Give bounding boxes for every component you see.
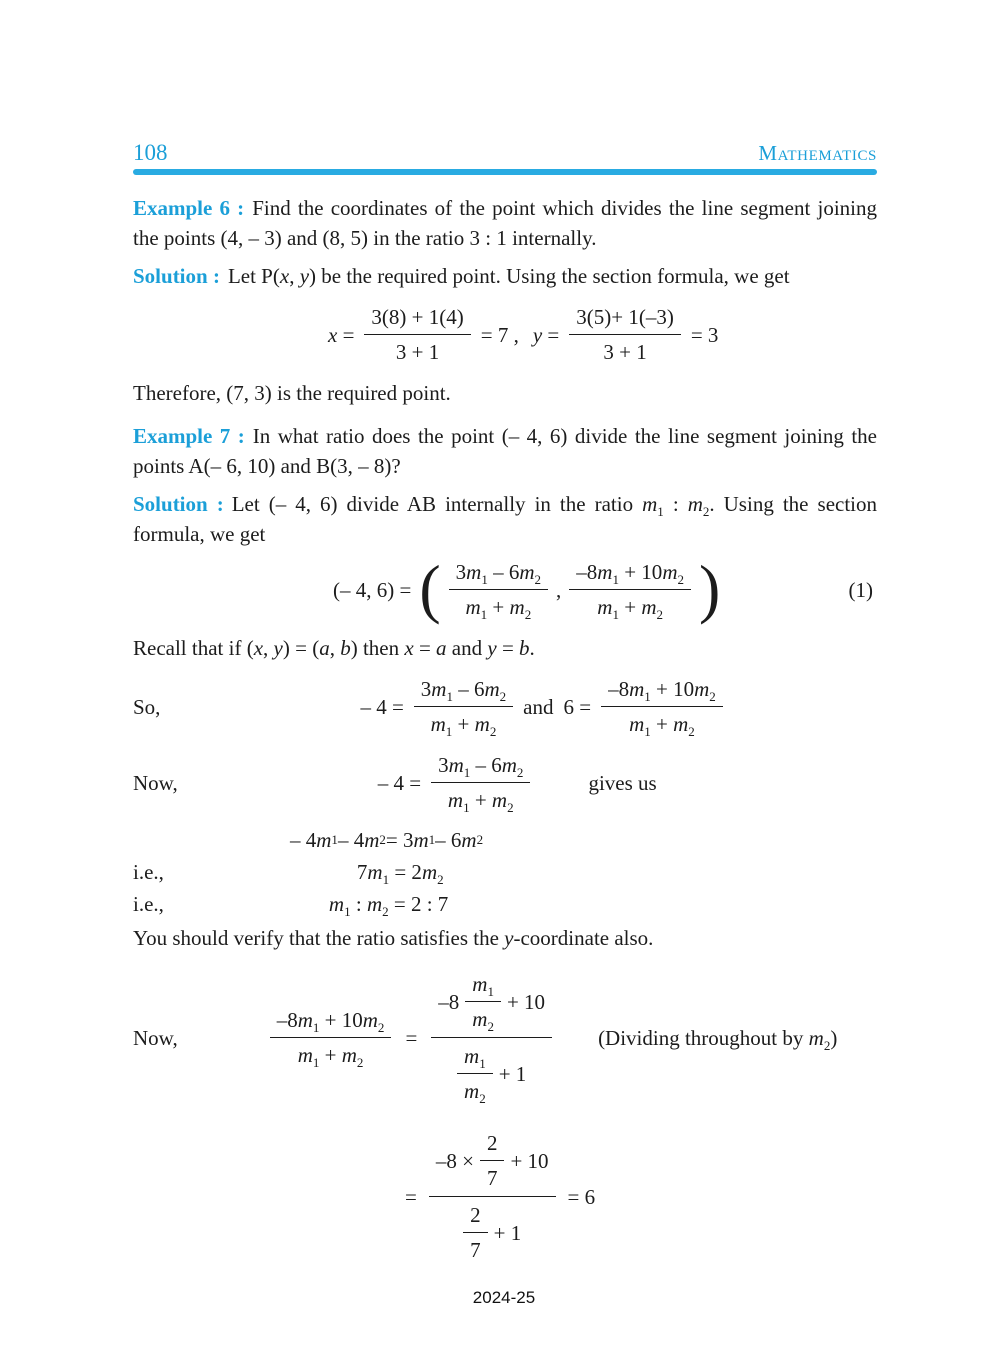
fraction-x (364, 304, 470, 365)
fraction-y (569, 304, 681, 365)
now-2-label: Now, (133, 1025, 178, 1050)
final-num-post: + 10 (510, 1148, 549, 1173)
verify-line: You should verify that the ratio satisfies the y-coordinate also. (133, 926, 654, 950)
so-fraction-a-numerator: $3m_1 - 6m_2$ (420, 677, 507, 705)
expanded-equation: – 4 m 1 – 4 m 2 = 3 m 1 – 6 m 2 (290, 828, 484, 852)
final-denominator (429, 1196, 556, 1263)
example-6-heading: Example 6 : (133, 196, 245, 220)
so-label: So, (133, 694, 161, 719)
solution-7-text: Let (– 4, 6) divide AB internally in the ratio $m_1$ : $m_2$. Using the section formula, we get (133, 492, 877, 546)
now-fraction-numerator: $3m_1 - 6m_2$ (438, 753, 524, 781)
final-den-inner-denominator: 7 (463, 1232, 488, 1263)
dividing-lhs-fraction (270, 1007, 392, 1071)
rhs-den-inner-denominator: $m_2$ (457, 1073, 493, 1104)
x-lhs: x = (328, 322, 355, 347)
page-header (133, 140, 877, 166)
equals-sign: = (405, 1025, 418, 1050)
now-fraction (431, 752, 530, 816)
footer-year: 2024-25 (472, 1288, 536, 1307)
ie-2-label: i.e., (133, 892, 164, 916)
y-rhs: = 3 (690, 322, 719, 347)
final-equation-row (133, 1130, 877, 1263)
dividing-lhs-numerator: $-8m_1 + 10m_2$ (276, 1008, 385, 1036)
example-7-paragraph (133, 421, 877, 481)
dividing-equation (270, 971, 838, 1107)
fraction-x-numerator: 3(8) + 1(4) (371, 305, 464, 329)
rhs-num-post: + 10 (506, 989, 546, 1014)
page-content (133, 140, 877, 1263)
so-equations (360, 676, 722, 740)
so-fraction-b-numerator: $-8m_1 + 10m_2$ (608, 677, 716, 705)
dividing-rhs-fraction (431, 971, 552, 1107)
solution-6-heading: Solution : (133, 264, 220, 288)
fraction-x-denominator: 3 + 1 (364, 334, 470, 365)
ie-1-equation: $7m_1 = 2m_2$ (356, 860, 444, 888)
final-num-inner-fraction (480, 1130, 505, 1191)
rhs-num-inner-denominator: $m_2$ (465, 1001, 501, 1032)
so-lhs: – 4 = (360, 694, 404, 719)
ie-row-2 (133, 891, 877, 920)
equation-y (533, 304, 719, 365)
final-den-inner-numerator: 2 (470, 1203, 481, 1227)
final-equation (405, 1130, 595, 1263)
final-den-inner-fraction (463, 1202, 488, 1263)
therefore-line: Therefore, (7, 3) is the required point. (133, 381, 451, 405)
now-lhs: – 4 = (377, 770, 422, 795)
equation-1-lhs: (– 4, 6) = (333, 577, 412, 602)
ie-2-equation: $m_1$ : $m_2 = 2$ : 7 (328, 892, 449, 920)
close-paren: ) (699, 552, 721, 626)
ie-row-1 (133, 859, 877, 888)
solution-7-heading: Solution : (133, 492, 224, 516)
fraction-b (569, 559, 691, 623)
final-fraction (429, 1130, 556, 1263)
recall-line: Recall that if (x, y) = (a, b) then x = a and y = b. (133, 636, 535, 660)
example-7-text: In what ratio does the point (– 4, 6) divide the line segment joining the points A(– 6, 10) and B(3, – 8)? (133, 424, 877, 478)
rhs-den-post: + 1 (498, 1061, 527, 1086)
so-row (133, 676, 877, 740)
final-numerator (429, 1130, 556, 1196)
fraction-b-denominator: $m_1 + m_2$ (569, 589, 691, 620)
running-head: Mathematics (758, 141, 877, 165)
dividing-row (133, 971, 877, 1107)
fraction-y-denominator: 3 + 1 (569, 334, 681, 365)
open-paren: ( (419, 552, 441, 626)
rhs-den-inner-numerator: $m_1$ (464, 1044, 486, 1072)
equation-1-body (333, 552, 721, 626)
example-6-text: Find the coordinates of the point which divides the line segment joining the points (4, – 3) and (8, 5) in the ratio 3 : 1 internally. (133, 196, 878, 250)
dividing-note: (Dividing throughout by $m_2$) (598, 1025, 838, 1053)
final-num-pre: –8 × (435, 1148, 474, 1173)
comma: , (556, 577, 562, 602)
now-fraction-denominator: $m_1 + m_2$ (431, 782, 530, 813)
fraction-y-numerator: 3(5)+ 1(–3) (576, 305, 674, 329)
equation-x (328, 304, 519, 365)
example-6-paragraph (133, 193, 877, 253)
fraction-b-numerator: $-8m_1 + 10m_2$ (576, 560, 684, 588)
x-rhs: = 7 , (480, 322, 519, 347)
rhs-num-inner-fraction (465, 971, 501, 1035)
so-fraction-b-denominator: $m_1 + m_2$ (601, 706, 723, 737)
example-7-heading: Example 7 : (133, 424, 245, 448)
final-num-inner-numerator: 2 (486, 1131, 498, 1155)
dividing-lhs-denominator: $m_1 + m_2$ (270, 1037, 392, 1068)
so-mid: 6 = (563, 694, 592, 719)
and-word: and (523, 694, 554, 719)
final-den-post: + 1 (493, 1220, 522, 1245)
solution-7-paragraph (133, 489, 877, 549)
fraction-a (449, 559, 548, 623)
now-equation (377, 752, 657, 816)
dividing-rhs-denominator (431, 1037, 552, 1107)
equation-1 (133, 552, 877, 626)
ie-1-label: i.e., (133, 860, 164, 884)
y-lhs: y = (532, 322, 560, 347)
final-result: = 6 (567, 1184, 596, 1209)
gives-us-text: gives us (588, 770, 657, 795)
rhs-num-inner-numerator: $m_1$ (472, 972, 494, 1000)
so-fraction-a-denominator: $m_1 + m_2$ (414, 706, 513, 737)
final-num-inner-denominator: 7 (480, 1160, 505, 1191)
page-number: 108 (133, 140, 168, 165)
solution-6-text: Let P(x, y) be the required point. Using the section formula, we get (227, 264, 790, 288)
fraction-a-numerator: $3m_1 - 6m_2$ (455, 560, 542, 588)
fraction-a-denominator: $m_1 + m_2$ (449, 589, 548, 620)
rhs-den-inner-fraction (457, 1043, 493, 1107)
solution-6-paragraph (133, 261, 877, 291)
header-rule (133, 169, 877, 175)
final-equals: = (405, 1184, 417, 1209)
dividing-rhs-numerator (431, 971, 552, 1037)
equation-section-formula-xy (328, 304, 877, 365)
now-label: Now, (133, 770, 178, 795)
rhs-num-pre: –8 (438, 989, 460, 1014)
so-fraction-b (601, 676, 723, 740)
so-fraction-a (414, 676, 513, 740)
now-row (133, 752, 877, 816)
equation-number: (1) (848, 577, 873, 602)
